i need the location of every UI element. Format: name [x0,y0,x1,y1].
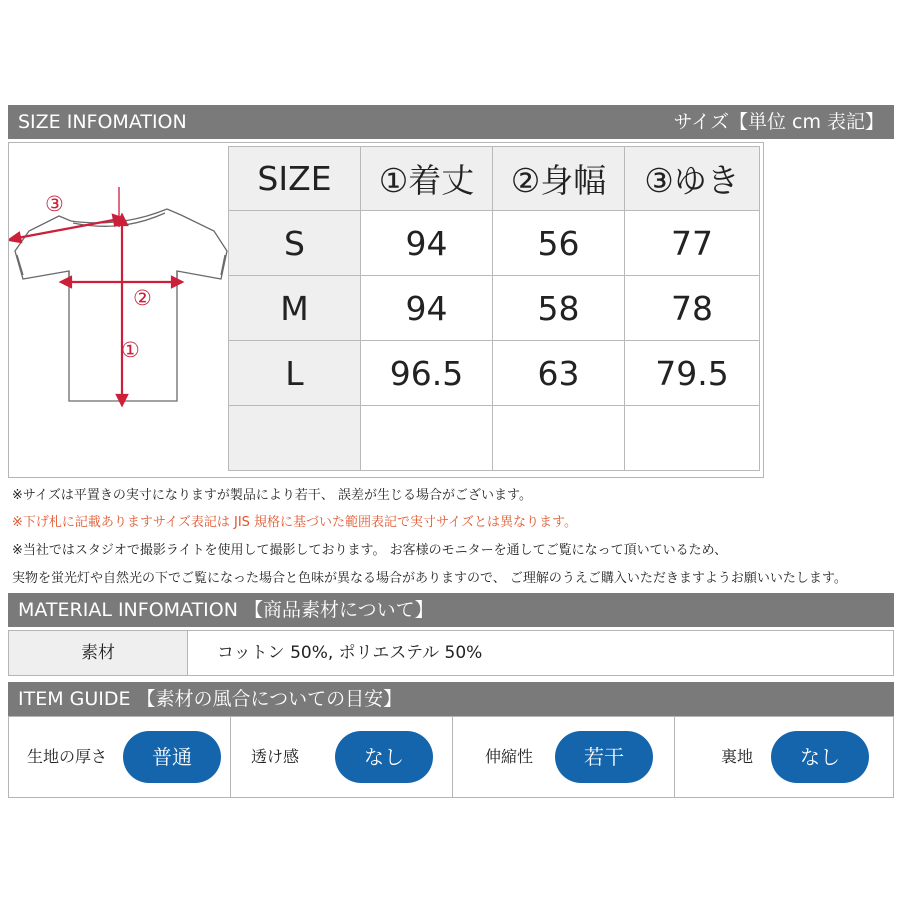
guide-label: 生地の厚さ [27,747,108,766]
guide-label: 伸縮性 [485,747,534,766]
tshirt-diagram [9,143,229,477]
guide-thickness [9,717,231,797]
guide-stretch [453,717,675,797]
guide-value-badge: なし [771,731,869,783]
width-marker: ② [133,286,152,310]
length-cell: 94 [361,276,493,341]
sleeve-cell: 79.5 [625,341,760,406]
size-cell: M [229,276,361,341]
material-value: コットン 50%, ポリエステル 50% [217,643,483,663]
size-row-empty [229,406,760,471]
material-label: 素材 [9,631,188,675]
size-cell [229,406,361,471]
measurement-arrows [9,187,182,405]
length-cell: 94 [361,211,493,276]
size-table-header-row [229,147,760,211]
size-cell: L [229,341,361,406]
guide-value-badge: なし [335,731,433,783]
note-jis: ※下げ札に記載ありますサイズ表記は JIS 規格に基づいた範囲表記で実寸サイズとは異なります。 [12,515,577,530]
note-photo: ※当社ではスタジオで撮影ライトを使用して撮影しております。 お客様のモニターを通してご覧になって頂いているため、 [12,543,728,558]
guide-value-badge: 若干 [555,731,653,783]
width-cell: 56 [493,211,625,276]
length-cell [361,406,493,471]
note-measurement: ※サイズは平置きの実寸になりますが製品により若干、 誤差が生じる場合がございます。 [12,488,532,503]
size-info-header [8,105,894,139]
item-guide-header [8,682,894,716]
size-row-s [229,211,760,276]
width-cell [493,406,625,471]
guide-label: 透け感 [251,747,300,766]
guide-lining [675,717,893,797]
material-row [8,630,894,676]
header-sleeve: ③ゆき [625,147,760,211]
size-row-m [229,276,760,341]
header-size: SIZE [229,147,361,211]
sleeve-marker: ③ [45,192,64,216]
material-info-title: MATERIAL INFOMATION 【商品素材について】 [18,599,434,621]
header-width: ②身幅 [493,147,625,211]
item-guide-title: ITEM GUIDE 【素材の風合についての目安】 [18,688,403,710]
sleeve-cell: 77 [625,211,760,276]
length-cell: 96.5 [361,341,493,406]
guide-label: 裏地 [721,747,754,766]
length-marker: ① [121,338,140,362]
size-table [228,146,760,471]
guide-transparency [231,717,453,797]
size-row-l [229,341,760,406]
item-guide-row [8,716,894,798]
width-cell: 63 [493,341,625,406]
guide-value-badge: 普通 [123,731,221,783]
note-color: 実物を蛍光灯や自然光の下でご覧になった場合と色味が異なる場合がありますので、 ご理解のうえご購入いただきますようお願いいたします。 [12,571,847,586]
size-info-title: SIZE INFOMATION [18,111,187,133]
sleeve-cell [625,406,760,471]
width-cell: 58 [493,276,625,341]
material-info-header [8,593,894,627]
size-cell: S [229,211,361,276]
header-length: ①着丈 [361,147,493,211]
sleeve-cell: 78 [625,276,760,341]
size-unit-note: サイズ【単位 cm 表記】 [673,111,884,133]
